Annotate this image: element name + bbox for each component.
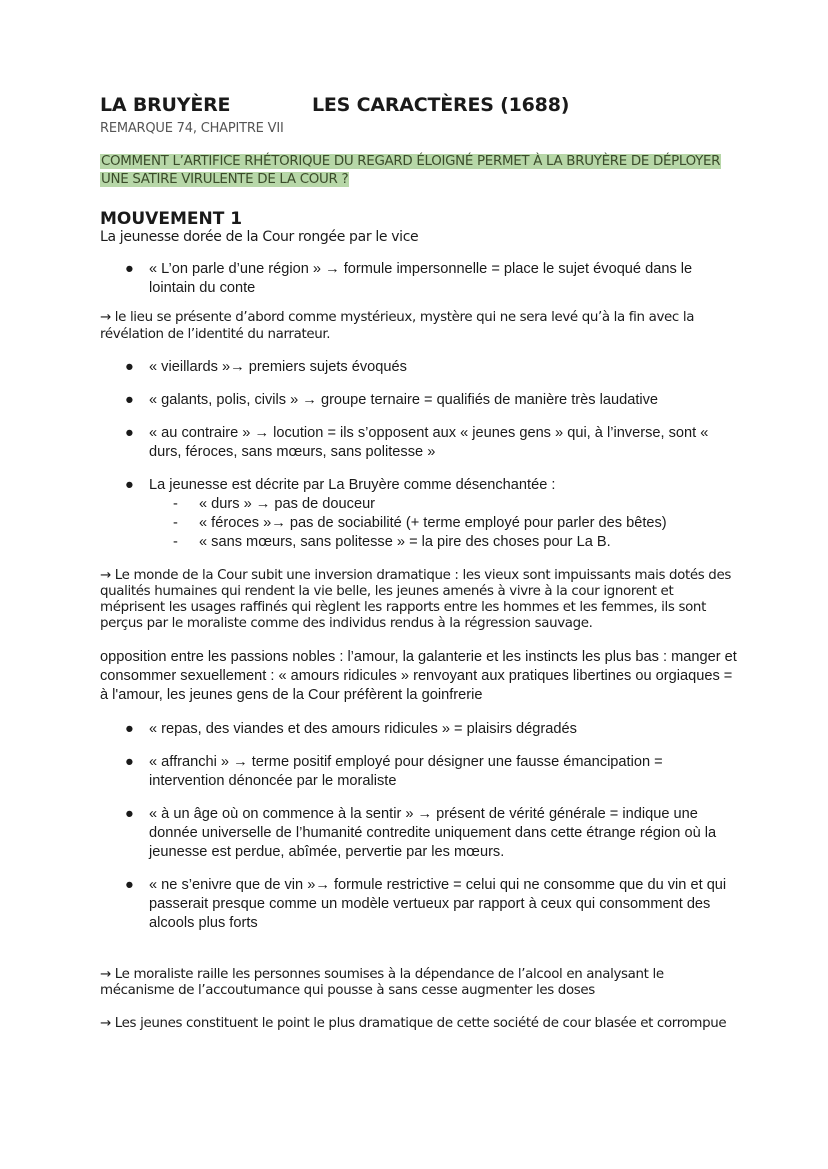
- bullet-icon: ●: [125, 805, 134, 822]
- document-page: [100, 94, 740, 1033]
- list-item: [100, 424, 740, 462]
- list-item: [100, 260, 740, 298]
- list-item-text: « ne s’enivre que de vin »→ formule restrictive = celui qui ne consomme que du vin et qui passerait presque comme un modèle vertueux par rapport à ceux qui consomment des alcools plus forts: [149, 876, 727, 931]
- bullet-icon: ●: [125, 876, 134, 893]
- list-item: [100, 476, 740, 495]
- paragraph: → Les jeunes constituent le point le plus dramatique de cette société de cour blasée et corrompue: [100, 1016, 727, 1032]
- list-item: [100, 391, 740, 410]
- bullet-icon: ●: [125, 720, 134, 737]
- list-item-text: « galants, polis, civils » → groupe ternaire = qualifiés de manière très laudative: [149, 391, 659, 408]
- bullet-icon: ●: [125, 753, 134, 770]
- list-item: [100, 805, 740, 862]
- list-item: [100, 876, 740, 933]
- problematique-highlight: COMMENT L’ARTIFICE RHÉTORIQUE DU REGARD ÉLOIGNÉ PERMET À LA BRUYÈRE DE DÉPLOYER UNE SATIRE VIRULENTE DE LA COUR ?: [101, 154, 721, 187]
- remark-reference: REMARQUE 74, CHAPITRE VII: [100, 121, 284, 136]
- list-item-text: « au contraire » → locution = ils s’opposent aux « jeunes gens » qui, à l’inverse, sont « durs, féroces, sans mœurs, sans politesse »: [149, 424, 709, 460]
- movement-subtitle: La jeunesse dorée de la Cour rongée par le vice: [100, 229, 419, 245]
- sub-list-item: [100, 514, 740, 533]
- list-item-text: « affranchi » → terme positif employé pour désigner une fausse émancipation = intervention dénoncée par le moraliste: [149, 753, 663, 789]
- paragraph: → le lieu se présente d’abord comme mystérieux, mystère qui ne sera levé qu’à la fin avec la révélation de l’identité du narrateur.: [100, 310, 695, 342]
- bullet-icon: ●: [125, 358, 134, 375]
- sub-list-item-text: « durs » → pas de douceur: [199, 495, 376, 512]
- bullet-icon: ●: [125, 261, 134, 278]
- dash-marker: -: [173, 534, 178, 551]
- sub-list-item-text: « féroces »→ pas de sociabilité (+ terme employé pour parler des bêtes): [199, 515, 667, 532]
- dash-marker: -: [173, 515, 178, 532]
- paragraph: → Le moraliste raille les personnes soumises à la dépendance de l’alcool en analysant le mécanisme de l’accoutumance qui pousse à sans cesse augmenter les doses: [100, 966, 664, 998]
- list-item-text: La jeunesse est décrite par La Bruyère comme désenchantée :: [149, 476, 556, 493]
- list-item-text: « vieillards »→ premiers sujets évoqués: [149, 358, 407, 375]
- bullet-icon: ●: [125, 424, 134, 441]
- sub-list-item-text: « sans mœurs, sans politesse » = la pire des choses pour La B.: [199, 534, 611, 551]
- title-row: [100, 94, 740, 124]
- author-name: LA BRUYÈRE: [100, 94, 231, 116]
- bullet-icon: ●: [125, 476, 134, 493]
- list-item: [100, 753, 740, 791]
- list-item: [100, 720, 740, 739]
- sub-list-item: [100, 495, 740, 514]
- dash-marker: -: [173, 495, 178, 512]
- work-title: LES CARACTÈRES (1688): [312, 94, 570, 116]
- list-item-text: « L’on parle d’une région » → formule impersonnelle = place le sujet évoqué dans le lointain du conte: [149, 261, 693, 297]
- paragraph: opposition entre les passions nobles : l’amour, la galanterie et les instincts les plus bas : manger et consommer sexuellement : « amours ridicules » renvoyant aux pratiques libertines ou orgiaques = à l'amour, les jeunes gens de la Cour préfèrent la goinfrerie: [100, 648, 737, 703]
- list-item-text: « repas, des viandes et des amours ridicules » = plaisirs dégradés: [149, 720, 577, 737]
- list-item: [100, 358, 740, 377]
- list-item-text: « à un âge où on commence à la sentir » → présent de vérité générale = indique une donnée universelle de l’humanité contredite uniquement dans cette étrange région où la jeunesse est perdue, abîmée, pervertie par les mœurs.: [149, 805, 717, 860]
- paragraph: → Le monde de la Cour subit une inversion dramatique : les vieux sont impuissants mais dotés des qualités humaines qui rendent la vie belle, les jeunes amenés à vivre à la cour ignorent et méprisent les usages raffinés qui règlent les rapports entre les hommes et les femmes, ils sont perçus par le moraliste comme des individus rendus à la régression sauvage.: [100, 567, 731, 632]
- movement-title: MOUVEMENT 1: [100, 209, 243, 229]
- bullet-icon: ●: [125, 391, 134, 408]
- sub-list-item: [100, 533, 740, 552]
- problematique: [100, 153, 740, 189]
